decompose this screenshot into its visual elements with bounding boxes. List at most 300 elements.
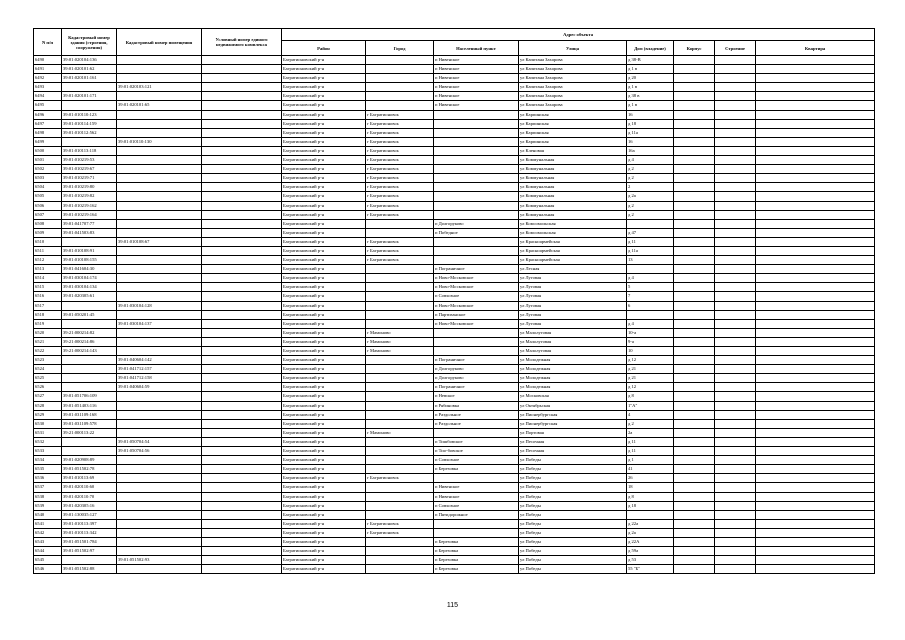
cell-row-number: 6530: [34, 419, 62, 428]
cell-settlement: п Совхозное: [434, 501, 519, 510]
cell-complex-number: [202, 456, 282, 465]
table-row: [34, 156, 875, 165]
cell-complex-number: [202, 292, 282, 301]
cell-row-number: 6521: [34, 337, 62, 346]
cell-street: ул Красноармейская: [519, 246, 627, 255]
cell-row-number: 6511: [34, 246, 62, 255]
cell-complex-number: [202, 401, 282, 410]
cell-city: [366, 56, 434, 65]
cell-flat: [756, 319, 875, 328]
cell-building-cadastral: 39:01:020101:171: [62, 92, 117, 101]
cell-city: г Багратионовск: [366, 183, 434, 192]
cell-corpus: [674, 528, 715, 537]
cell-row-number: 6533: [34, 447, 62, 456]
cell-complex-number: [202, 392, 282, 401]
cell-room-cadastral: 39:01:040604:59: [117, 383, 202, 392]
cell-house: 2: [627, 183, 674, 192]
cell-settlement: п Нивенское: [434, 56, 519, 65]
cell-room-cadastral: [117, 192, 202, 201]
cell-row-number: 6542: [34, 528, 62, 537]
cell-building-cadastral: 39:01:130035:127: [62, 510, 117, 519]
cell-district: Багратионовский р-н: [282, 119, 366, 128]
cell-district: Багратионовский р-н: [282, 292, 366, 301]
cell-district: Багратионовский р-н: [282, 510, 366, 519]
cell-city: [366, 510, 434, 519]
cell-corpus: [674, 274, 715, 283]
cell-building: [715, 365, 756, 374]
cell-street: ул Луговая: [519, 310, 627, 319]
cell-city: г Багратионовск: [366, 474, 434, 483]
cell-city: [366, 537, 434, 546]
cell-building: [715, 192, 756, 201]
cell-row-number: 6498: [34, 128, 62, 137]
cell-room-cadastral: 39:01:010110:130: [117, 137, 202, 146]
cell-house: д 22А: [627, 537, 674, 546]
cell-flat: [756, 92, 875, 101]
cell-flat: [756, 174, 875, 183]
cell-street: ул Победы: [519, 537, 627, 546]
cell-street: ул Луговая: [519, 283, 627, 292]
cell-room-cadastral: [117, 183, 202, 192]
cell-street: ул Песочная: [519, 437, 627, 446]
header-settlement: Населенный пункт: [434, 41, 519, 56]
cell-complex-number: [202, 374, 282, 383]
cell-room-cadastral: [117, 410, 202, 419]
cell-district: Багратионовский р-н: [282, 547, 366, 556]
cell-street: ул Карпинская: [519, 110, 627, 119]
cell-building-cadastral: 39:01:041707:77: [62, 219, 117, 228]
cell-city: [366, 274, 434, 283]
cell-settlement: п Долгоруково: [434, 374, 519, 383]
cell-street: ул Молодежная: [519, 365, 627, 374]
cell-flat: [756, 356, 875, 365]
cell-corpus: [674, 410, 715, 419]
cell-settlement: [434, 137, 519, 146]
cell-complex-number: [202, 547, 282, 556]
cell-building: [715, 410, 756, 419]
cell-room-cadastral: [117, 156, 202, 165]
cell-district: Багратионовский р-н: [282, 537, 366, 546]
cell-building-cadastral: [62, 437, 117, 446]
cell-row-number: 6531: [34, 428, 62, 437]
cell-district: Багратионовский р-н: [282, 183, 366, 192]
cell-flat: [756, 510, 875, 519]
cell-room-cadastral: 39:01:050704:54: [117, 437, 202, 446]
cell-building-cadastral: 39:01:010108:91: [62, 246, 117, 255]
cell-house: д 59а: [627, 547, 674, 556]
cell-building-cadastral: [62, 447, 117, 456]
cell-corpus: [674, 428, 715, 437]
cell-city: г Багратионовск: [366, 146, 434, 155]
cell-street: ул Кленовая: [519, 146, 627, 155]
cell-street: ул Луговая: [519, 292, 627, 301]
table-row: [34, 292, 875, 301]
cell-building: [715, 492, 756, 501]
cell-corpus: [674, 101, 715, 110]
cell-complex-number: [202, 210, 282, 219]
cell-district: Багратионовский р-н: [282, 392, 366, 401]
cell-house: д 11: [627, 447, 674, 456]
table-row: [34, 392, 875, 401]
cell-flat: [756, 474, 875, 483]
cell-settlement: п Партизанское: [434, 310, 519, 319]
cell-district: Багратионовский р-н: [282, 456, 366, 465]
table-row: [34, 192, 875, 201]
cell-district: Багратионовский р-н: [282, 146, 366, 155]
cell-street: ул Коммунальная: [519, 165, 627, 174]
cell-row-number: 6514: [34, 274, 62, 283]
cell-settlement: п Ново-Московское: [434, 301, 519, 310]
table-row: [34, 265, 875, 274]
table-row: [34, 365, 875, 374]
cell-house: 4: [627, 410, 674, 419]
cell-district: Багратионовский р-н: [282, 483, 366, 492]
table-row: [34, 528, 875, 537]
cell-building: [715, 465, 756, 474]
cell-city: [366, 556, 434, 565]
cell-house: [627, 310, 674, 319]
cell-complex-number: [202, 56, 282, 65]
cell-row-number: 6543: [34, 537, 62, 546]
cell-building: [715, 456, 756, 465]
cell-city: г Багратионовск: [366, 192, 434, 201]
cell-flat: [756, 365, 875, 374]
table-row: [34, 319, 875, 328]
cell-city: [366, 219, 434, 228]
cell-row-number: 6496: [34, 110, 62, 119]
cell-house: д 11а: [627, 128, 674, 137]
cell-corpus: [674, 519, 715, 528]
cell-city: [366, 101, 434, 110]
cell-district: Багратионовский р-н: [282, 492, 366, 501]
cell-room-cadastral: 39:01:020101:65: [117, 101, 202, 110]
cell-row-number: 6536: [34, 474, 62, 483]
cell-settlement: п Березовка: [434, 465, 519, 474]
cell-room-cadastral: [117, 219, 202, 228]
cell-house: д 1 в: [627, 65, 674, 74]
table-row: [34, 419, 875, 428]
cell-flat: [756, 237, 875, 246]
cell-city: [366, 310, 434, 319]
cell-district: Багратионовский р-н: [282, 201, 366, 210]
cell-complex-number: [202, 383, 282, 392]
cell-street: ул Победы: [519, 528, 627, 537]
cell-building: [715, 474, 756, 483]
cell-street: ул Красноармейская: [519, 237, 627, 246]
cell-complex-number: [202, 237, 282, 246]
cell-building: [715, 83, 756, 92]
cell-room-cadastral: [117, 283, 202, 292]
cell-complex-number: [202, 310, 282, 319]
cell-flat: [756, 265, 875, 274]
cell-settlement: [434, 237, 519, 246]
cell-flat: [756, 483, 875, 492]
cell-complex-number: [202, 101, 282, 110]
cell-street: ул Победы: [519, 501, 627, 510]
cell-street: ул Победы: [519, 474, 627, 483]
cell-corpus: [674, 447, 715, 456]
cell-building: [715, 201, 756, 210]
cell-settlement: [434, 246, 519, 255]
cell-house: д 12: [627, 383, 674, 392]
cell-room-cadastral: [117, 228, 202, 237]
cell-row-number: 6501: [34, 156, 62, 165]
cell-street: ул Луговая: [519, 301, 627, 310]
cell-room-cadastral: [117, 419, 202, 428]
cell-room-cadastral: [117, 401, 202, 410]
cell-district: Багратионовский р-н: [282, 92, 366, 101]
cell-settlement: п Пятидорожное: [434, 510, 519, 519]
cell-settlement: п Березовка: [434, 565, 519, 574]
cell-corpus: [674, 83, 715, 92]
cell-room-cadastral: [117, 537, 202, 546]
cell-settlement: п Раздольное: [434, 419, 519, 428]
cell-building-cadastral: 39:01:020101:161: [62, 74, 117, 83]
cell-row-number: 6508: [34, 219, 62, 228]
cell-district: Багратионовский р-н: [282, 174, 366, 183]
cell-settlement: [434, 110, 519, 119]
cell-building: [715, 246, 756, 255]
cell-house: д 2: [627, 201, 674, 210]
cell-district: Багратионовский р-н: [282, 256, 366, 265]
cell-building: [715, 165, 756, 174]
cell-row-number: 6527: [34, 392, 62, 401]
cell-row-number: 6529: [34, 410, 62, 419]
cell-house: д 4: [627, 274, 674, 283]
cell-district: Багратионовский р-н: [282, 83, 366, 92]
cell-row-number: 6539: [34, 501, 62, 510]
cell-room-cadastral: 39:01:020103:121: [117, 83, 202, 92]
cell-row-number: 6524: [34, 365, 62, 374]
cell-room-cadastral: 39:01:050704:56: [117, 447, 202, 456]
cell-complex-number: [202, 265, 282, 274]
table-row: [34, 547, 875, 556]
cell-settlement: [434, 192, 519, 201]
cell-house: 18: [627, 483, 674, 492]
cell-row-number: 6534: [34, 456, 62, 465]
cell-room-cadastral: [117, 56, 202, 65]
cell-street: ул Пионербургская: [519, 419, 627, 428]
cell-district: Багратионовский р-н: [282, 465, 366, 474]
cell-flat: [756, 128, 875, 137]
cell-row-number: 6537: [34, 483, 62, 492]
cell-settlement: [434, 337, 519, 346]
cell-house: д 11: [627, 237, 674, 246]
cell-street: ул Коммунальная: [519, 156, 627, 165]
cell-complex-number: [202, 328, 282, 337]
cell-room-cadastral: [117, 265, 202, 274]
cell-room-cadastral: [117, 474, 202, 483]
cell-building: [715, 319, 756, 328]
cell-room-cadastral: 39:01:041712:157: [117, 365, 202, 374]
cell-building: [715, 428, 756, 437]
cell-house: д 20: [627, 74, 674, 83]
table-row: [34, 537, 875, 546]
cell-flat: [756, 537, 875, 546]
cell-house: 10: [627, 347, 674, 356]
cell-corpus: [674, 419, 715, 428]
cell-building: [715, 228, 756, 237]
cell-house: д 12: [627, 356, 674, 365]
cell-room-cadastral: [117, 347, 202, 356]
cell-street: ул Коммунальная: [519, 210, 627, 219]
cell-flat: [756, 310, 875, 319]
cell-building-cadastral: 39:01:010219:53: [62, 156, 117, 165]
cell-settlement: п Долгоруково: [434, 365, 519, 374]
cell-street: ул Молодежная: [519, 374, 627, 383]
cell-settlement: [434, 474, 519, 483]
cell-house: 5: [627, 283, 674, 292]
cell-complex-number: [202, 501, 282, 510]
cell-flat: [756, 465, 875, 474]
cell-city: [366, 447, 434, 456]
cell-flat: [756, 74, 875, 83]
table-row: [34, 219, 875, 228]
cell-row-number: 6518: [34, 310, 62, 319]
cell-flat: [756, 419, 875, 428]
cell-city: [366, 228, 434, 237]
cell-complex-number: [202, 74, 282, 83]
cell-settlement: п Пограничное: [434, 265, 519, 274]
cell-corpus: [674, 56, 715, 65]
header-city: Город: [366, 41, 434, 56]
cell-building-cadastral: [62, 301, 117, 310]
cell-building-cadastral: 39:01:041604:30: [62, 265, 117, 274]
cell-row-number: 6499: [34, 137, 62, 146]
cell-city: [366, 547, 434, 556]
table-row: [34, 165, 875, 174]
cell-district: Багратионовский р-н: [282, 328, 366, 337]
cell-corpus: [674, 328, 715, 337]
cell-row-number: 6520: [34, 328, 62, 337]
cell-district: Багратионовский р-н: [282, 337, 366, 346]
cell-room-cadastral: 39:01:030104:128: [117, 301, 202, 310]
cell-complex-number: [202, 492, 282, 501]
header-building: Строение: [715, 41, 756, 56]
cell-room-cadastral: [117, 292, 202, 301]
cell-room-cadastral: 39:01:041712:158: [117, 374, 202, 383]
cell-row-number: 6490: [34, 56, 62, 65]
cell-corpus: [674, 392, 715, 401]
cell-building-cadastral: [62, 237, 117, 246]
table-row: [34, 310, 875, 319]
cell-row-number: 6532: [34, 437, 62, 446]
table-row: [34, 183, 875, 192]
table-row: [34, 246, 875, 255]
cell-house: д 2а: [627, 528, 674, 537]
cell-building-cadastral: 39:01:010114:159: [62, 119, 117, 128]
table-row: [34, 428, 875, 437]
table-row: [34, 556, 875, 565]
cell-settlement: п Совхозное: [434, 456, 519, 465]
cell-building: [715, 547, 756, 556]
cell-city: [366, 492, 434, 501]
cell-city: [366, 419, 434, 428]
cell-house: д 2: [627, 419, 674, 428]
cell-street: ул Капитана Захарова: [519, 101, 627, 110]
cell-complex-number: [202, 128, 282, 137]
cell-complex-number: [202, 201, 282, 210]
table-row: [34, 237, 875, 246]
cell-district: Багратионовский р-н: [282, 228, 366, 237]
cell-flat: [756, 374, 875, 383]
cell-flat: [756, 401, 875, 410]
cell-flat: [756, 428, 875, 437]
cell-row-number: 6538: [34, 492, 62, 501]
cell-district: Багратионовский р-н: [282, 347, 366, 356]
cell-street: ул Победы: [519, 547, 627, 556]
cell-city: г Багратионовск: [366, 246, 434, 255]
cell-room-cadastral: [117, 483, 202, 492]
cell-city: [366, 292, 434, 301]
cell-flat: [756, 192, 875, 201]
cell-street: ул Пионербургская: [519, 410, 627, 419]
cell-row-number: 6515: [34, 283, 62, 292]
cell-street: ул Луговая: [519, 274, 627, 283]
cell-district: Багратионовский р-н: [282, 374, 366, 383]
cell-flat: [756, 201, 875, 210]
cell-house: 16а: [627, 146, 674, 155]
cell-row-number: 6506: [34, 201, 62, 210]
cell-building: [715, 146, 756, 155]
cell-house: д 22а: [627, 519, 674, 528]
cell-complex-number: [202, 537, 282, 546]
table-row: [34, 492, 875, 501]
cell-corpus: [674, 201, 715, 210]
header-building-cadastral: Кадастровый номер здания (строения, сооружения): [62, 29, 117, 56]
cell-flat: [756, 337, 875, 346]
cell-district: Багратионовский р-н: [282, 319, 366, 328]
table-row: [34, 137, 875, 146]
cell-row-number: 6505: [34, 192, 62, 201]
table-row: [34, 110, 875, 119]
cell-settlement: п Раздольное: [434, 410, 519, 419]
cell-district: Багратионовский р-н: [282, 237, 366, 246]
cell-district: Багратионовский р-н: [282, 528, 366, 537]
cell-settlement: [434, 146, 519, 155]
cell-house: [627, 510, 674, 519]
cell-street: ул Карпинская: [519, 128, 627, 137]
page-number: 115: [446, 602, 459, 609]
cell-row-number: 6510: [34, 237, 62, 246]
cell-settlement: п Нивенское: [434, 92, 519, 101]
cell-district: Багратионовский р-н: [282, 74, 366, 83]
cell-city: [366, 465, 434, 474]
cell-settlement: п Нивенское: [434, 83, 519, 92]
cell-building: [715, 101, 756, 110]
cell-complex-number: [202, 146, 282, 155]
header-street: Улица: [519, 41, 627, 56]
header-house: Дом (владение): [627, 41, 674, 56]
cell-district: Багратионовский р-н: [282, 365, 366, 374]
cell-street: ул Победы: [519, 565, 627, 574]
cell-street: ул Коммунальная: [519, 183, 627, 192]
cell-street: ул Комсомольская: [519, 228, 627, 237]
cell-building: [715, 310, 756, 319]
cell-flat: [756, 456, 875, 465]
cell-district: Багратионовский р-н: [282, 519, 366, 528]
cell-row-number: 6512: [34, 256, 62, 265]
cell-building: [715, 292, 756, 301]
cell-complex-number: [202, 528, 282, 537]
cell-corpus: [674, 165, 715, 174]
cell-complex-number: [202, 156, 282, 165]
cell-building-cadastral: 39:21:000214:86: [62, 337, 117, 346]
cell-room-cadastral: [117, 165, 202, 174]
cell-room-cadastral: 39:01:030104:137: [117, 319, 202, 328]
cell-street: ул Коммунальная: [519, 174, 627, 183]
cell-house: д 53: [627, 556, 674, 565]
